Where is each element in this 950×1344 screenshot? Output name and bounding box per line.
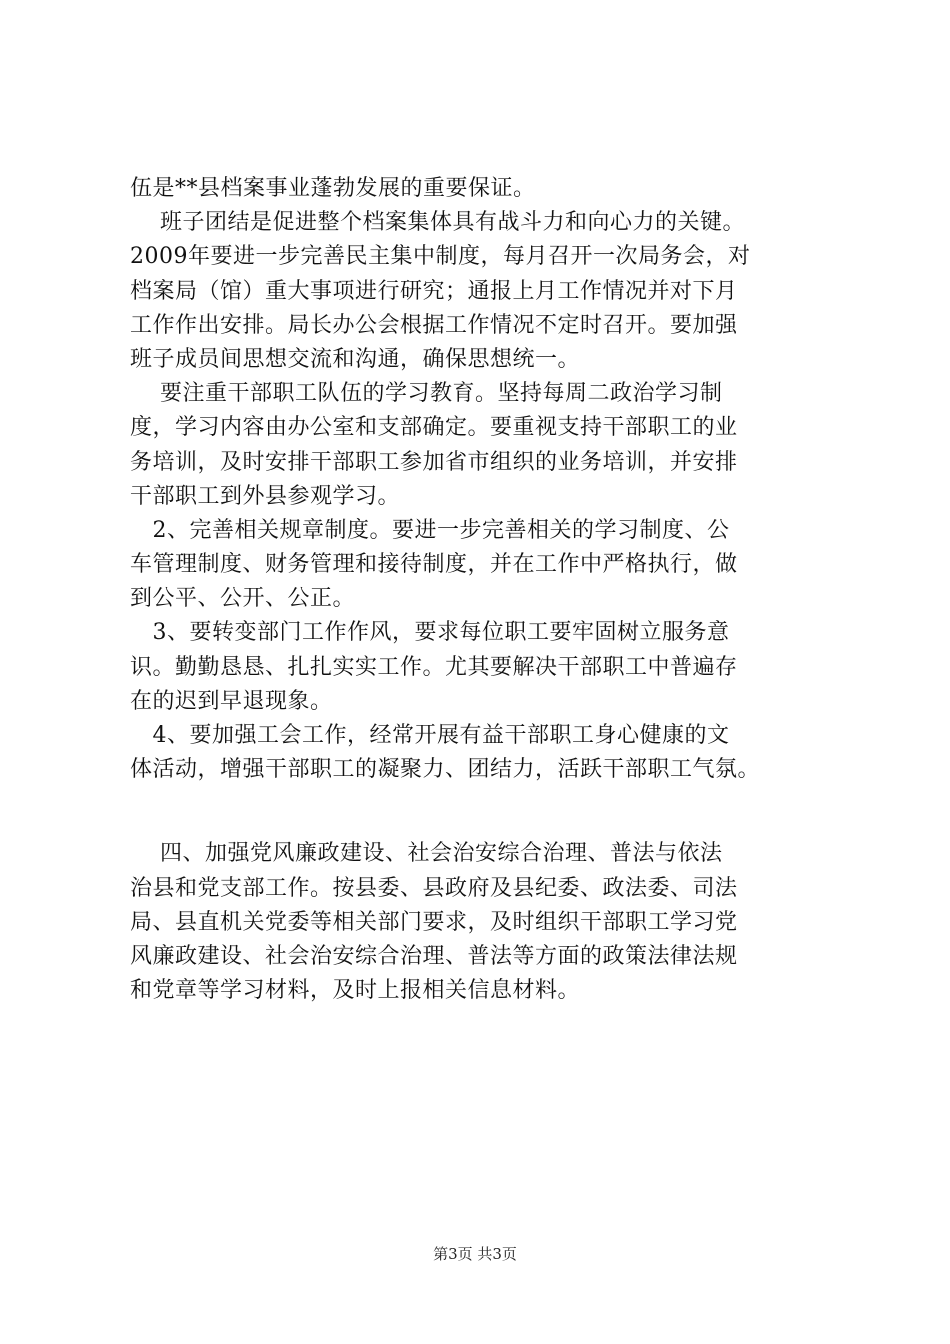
- section-four-line: 治县和党支部工作。按县委、县政府及县纪委、政法委、司法: [130, 875, 738, 901]
- text-line: 2009年要进一步完善民主集中制度，每月召开一次局务会，对: [130, 244, 751, 270]
- paragraph-gap: [130, 787, 830, 837]
- text-line: 识。勤勤恳恳、扎扎实实工作。尤其要解决干部职工中普遍存: [130, 654, 738, 680]
- text-line: 干部职工到外县参观学习。: [130, 483, 401, 509]
- section-four-line: 和党章等学习材料，及时上报相关信息材料。: [130, 978, 581, 1004]
- text-line: 3、要转变部门工作作风，要求每位职工要牢固树立服务意: [130, 620, 730, 646]
- text-line: 在的迟到早退现象。: [130, 688, 333, 714]
- text-line: 班子成员间思想交流和沟通，确保思想统一。: [130, 346, 581, 372]
- section-four-line: 局、县直机关党委等相关部门要求，及时组织干部职工学习党: [130, 909, 738, 935]
- text-line: 到公平、公开、公正。: [130, 586, 356, 612]
- text-line: 务培训，及时安排干部职工参加省市组织的业务培训，并安排: [130, 449, 738, 475]
- section-four-line: 四、加强党风廉政建设、社会治安综合治理、普法与依法: [130, 841, 723, 867]
- section-four-line: 风廉政建设、社会治安综合治理、普法等方面的政策法律法规: [130, 943, 738, 969]
- text-line: 4、要加强工会工作，经常开展有益干部职工身心健康的文: [130, 723, 730, 748]
- text-line: 伍是**县档案事业蓬勃发展的重要保证。: [130, 176, 536, 201]
- text-line: 工作作出安排。局长办公会根据工作情况不定时召开。要加强: [130, 312, 738, 338]
- text-line: 班子团结是促进整个档案集体具有战斗力和向心力的关键。: [130, 210, 745, 236]
- body-text: [130, 172, 830, 1008]
- text-line: 要注重干部职工队伍的学习教育。坚持每周二政治学习制: [130, 381, 723, 407]
- text-line: 度，学习内容由办公室和支部确定。要重视支持干部职工的业: [130, 415, 738, 441]
- text-line: 体活动，增强干部职工的凝聚力、团结力，活跃干部职工气氛。: [130, 757, 761, 783]
- text-line: 车管理制度、财务管理和接待制度，并在工作中严格执行，做: [130, 552, 738, 578]
- text-line: 2、完善相关规章制度。要进一步完善相关的学习制度、公: [130, 517, 730, 543]
- page-footer: 第3页 共3页: [433, 1245, 517, 1263]
- text-line: 档案局（馆）重大事项进行研究；通报上月工作情况并对下月: [130, 278, 738, 304]
